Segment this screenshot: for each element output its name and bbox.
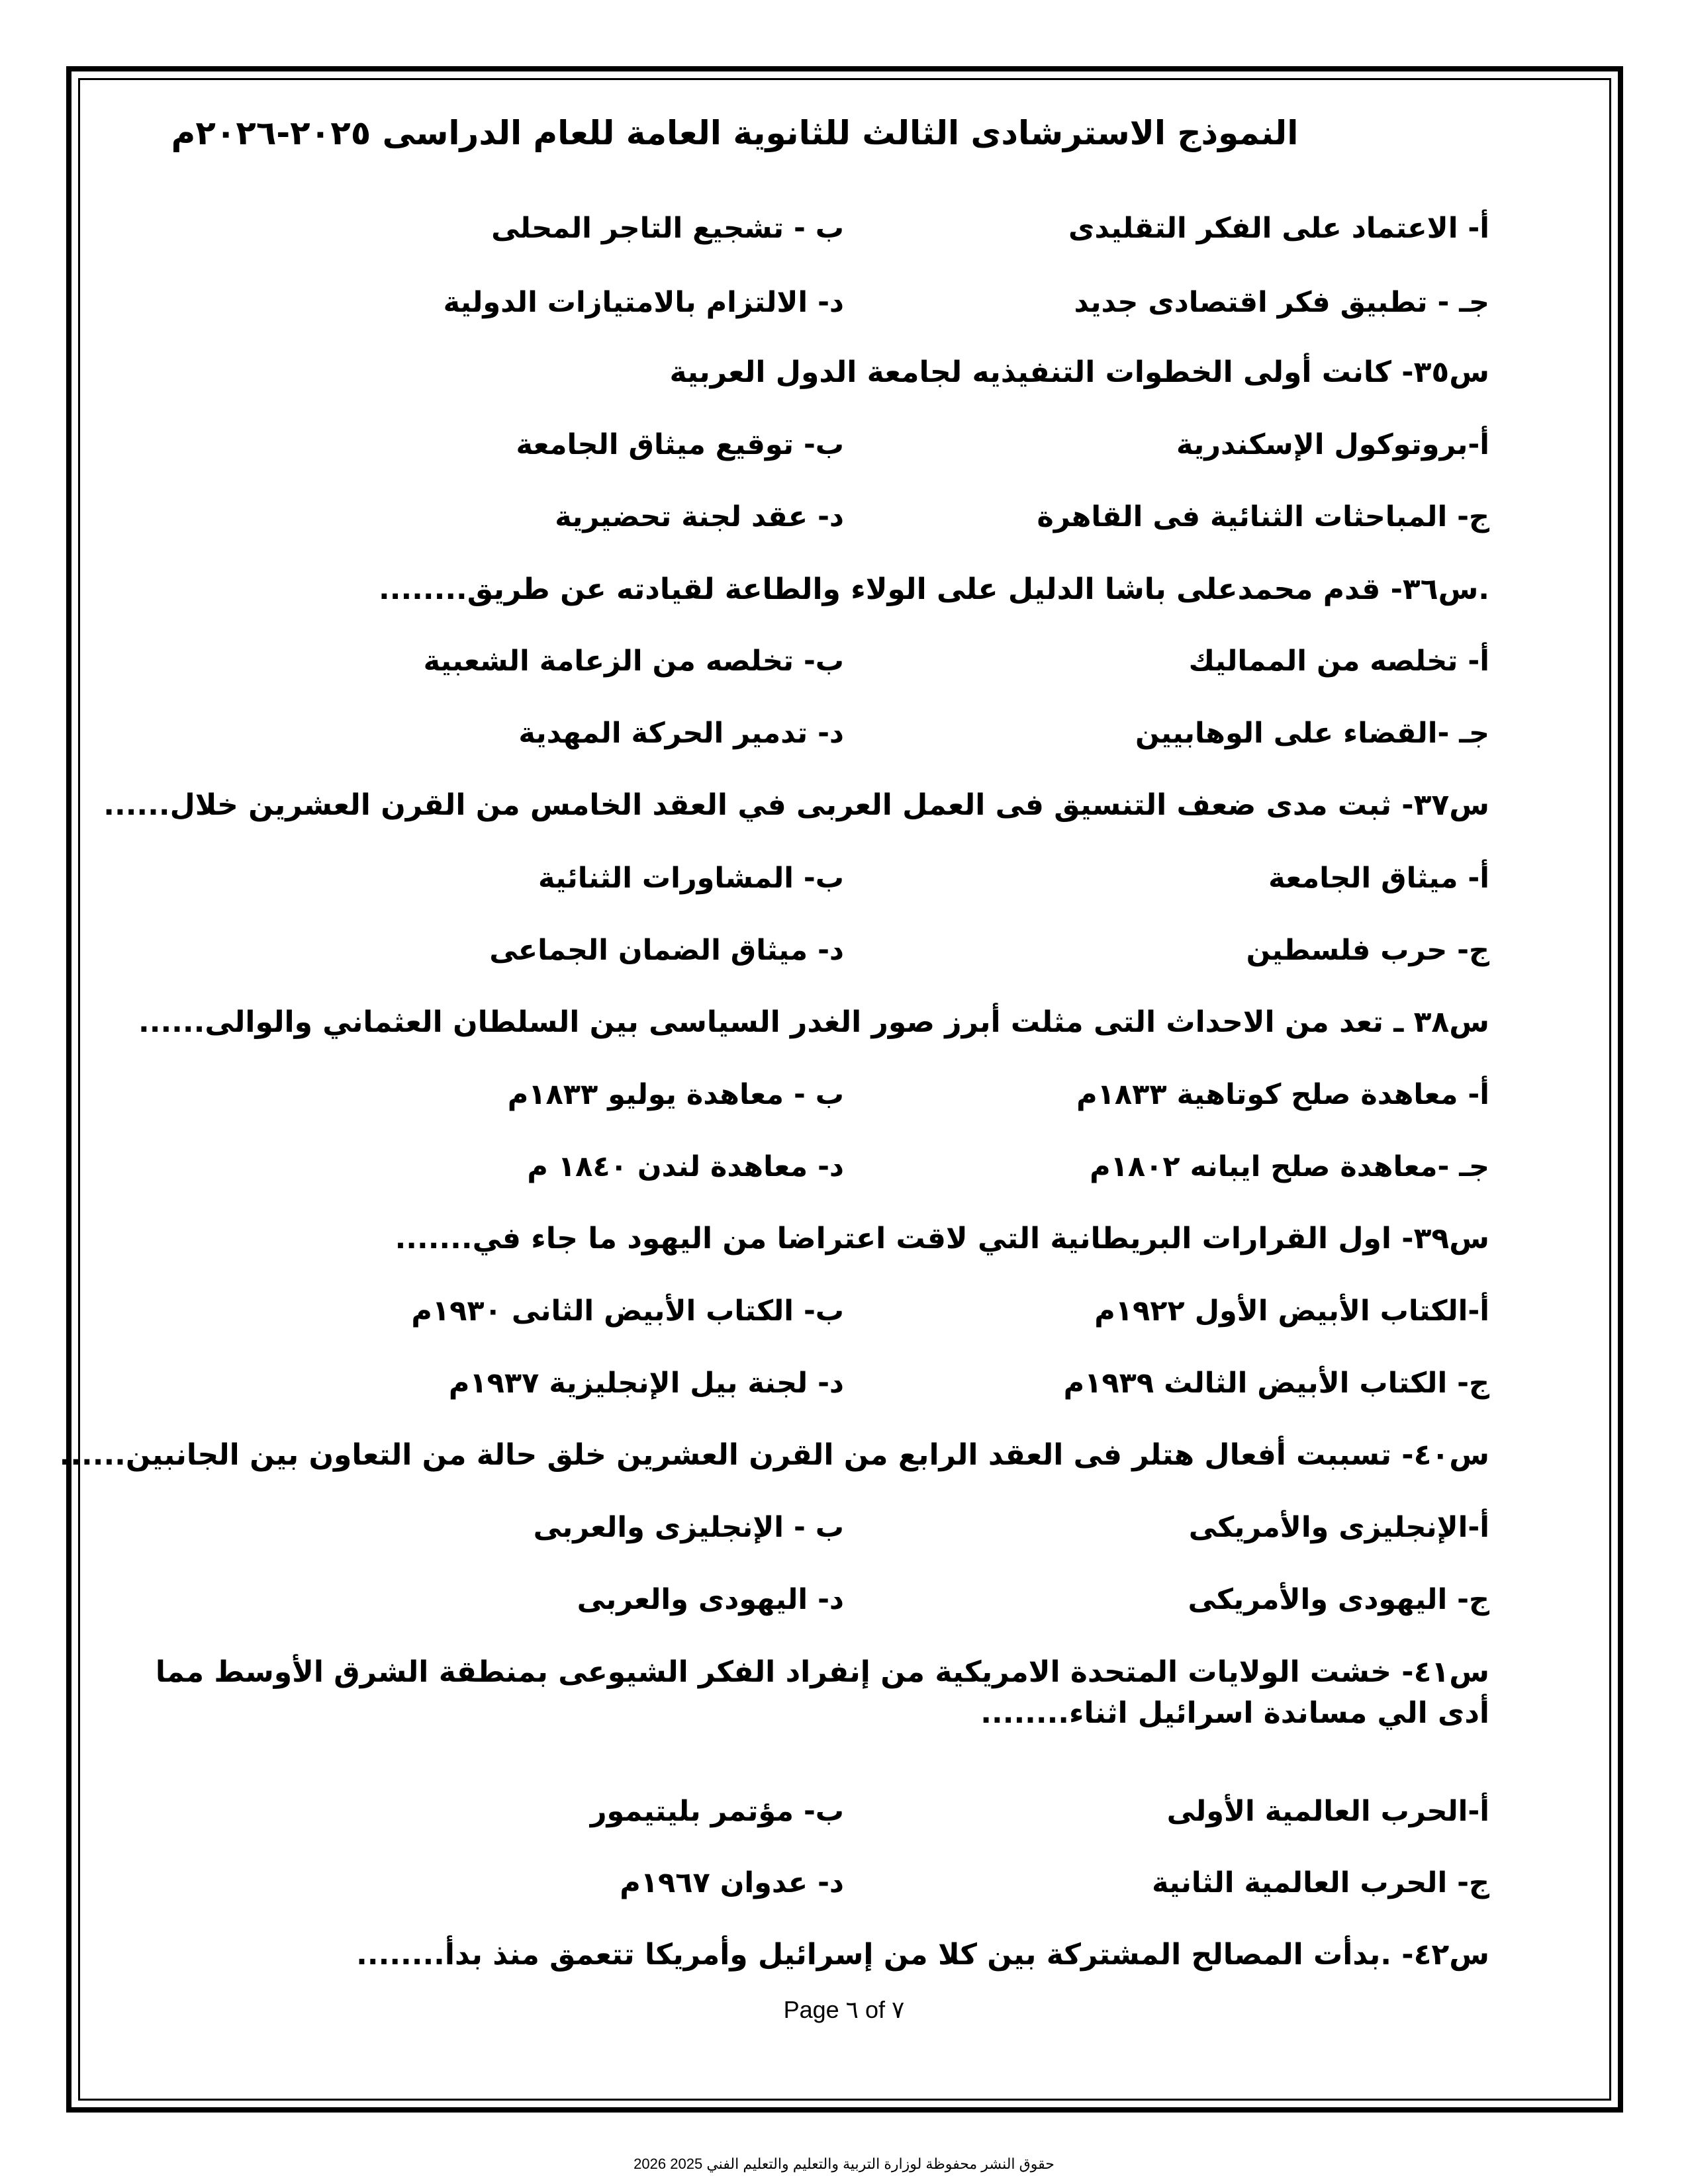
option-c: ج- اليهودى والأمريكى: [1188, 1583, 1489, 1616]
option-d: د- عقد لجنة تحضيرية: [555, 500, 844, 533]
question-36: .س٣٦- قدم محمدعلى باشا الدليل على الولاء والطاعة لقيادته عن طريق........: [379, 572, 1489, 606]
option-d: د- معاهدة لندن ١٨٤٠ م: [527, 1150, 844, 1183]
option-a: أ-بروتوكول الإسكندرية: [1176, 428, 1489, 461]
option-c: ج- الكتاب الأبيض الثالث ١٩٣٩م: [1063, 1367, 1489, 1400]
option-c: ج- الحرب العالمية الثانية: [1152, 1866, 1489, 1899]
option-b: ب- توقيع ميثاق الجامعة: [516, 428, 844, 461]
question-41: س٤١- خشت الولايات المتحدة الامريكية من إنفراد الفكر الشيوعى بمنطقة الشرق الأوسط مما أدى الي مساندة اسرائيل اثناء........: [155, 1655, 1489, 1730]
question-42: س٤٢- .بدأت المصالح المشتركة بين كلا من إسرائيل وأمريكا تتعمق منذ بدأ........: [356, 1938, 1489, 1972]
option-b: ب- المشاورات الثنائية: [538, 862, 844, 895]
option-d: د- لجنة بيل الإنجليزية ١٩٣٧م: [448, 1367, 844, 1400]
option-c: جـ -القضاء على الوهابيين: [1135, 717, 1489, 750]
page-number: Page ٦ of ٧: [783, 1996, 905, 2023]
option-d: د- تدمير الحركة المهدية: [518, 717, 844, 750]
question-38: س٣٨ ـ تعد من الاحداث التى مثلت أبرز صور الغدر السياسى بين السلطان العثماني والوالى......: [138, 1005, 1489, 1039]
option-c: جـ - تطبيق فكر اقتصادى جديد: [1074, 286, 1489, 319]
copyright-footer: حقوق النشر محفوظة لوزارة التربية والتعليم والتعليم الفني 2025 2026: [633, 2156, 1055, 2172]
option-a: أ- الاعتماد على الفكر التقليدى: [1068, 212, 1489, 245]
option-a: أ-الكتاب الأبيض الأول ١٩٢٢م: [1094, 1295, 1489, 1328]
option-a: أ-الحرب العالمية الأولى: [1166, 1795, 1489, 1828]
question-40: س٤٠- تسببت أفعال هتلر فى العقد الرابع من القرن العشرين خلق حالة من التعاون بين الجانبين......: [59, 1438, 1489, 1472]
option-b: ب - الإنجليزى والعربى: [533, 1511, 844, 1544]
question-37: س٣٧- ثبت مدى ضعف التنسيق فى العمل العربى في العقد الخامس من القرن العشرين خلال......: [103, 788, 1489, 822]
option-a: أ- معاهدة صلح كوتاهية ١٨٣٣م: [1076, 1078, 1489, 1111]
exam-content: [59, 78, 1489, 1972]
option-a: أ- ميثاق الجامعة: [1268, 862, 1489, 895]
option-d: د- ميثاق الضمان الجماعى: [489, 934, 844, 967]
option-c: ج- المباحثات الثنائية فى القاهرة: [1037, 500, 1489, 533]
option-b: ب - تشجيع التاجر المحلى: [491, 212, 844, 245]
question-39: س٣٩- اول القرارات البريطانية التي لاقت اعتراضا من اليهود ما جاء في.......: [395, 1222, 1489, 1255]
option-c: ج- حرب فلسطين: [1246, 934, 1489, 967]
option-b: ب - معاهدة يوليو ١٨٣٣م: [507, 1078, 844, 1111]
option-d: د- عدوان ١٩٦٧م: [620, 1866, 844, 1899]
exam-title: النموذج الاسترشادى الثالث للثانوية العامة للعام الدراسى ٢٠٢٥-٢٠٢٦م: [171, 114, 1299, 152]
option-c: جـ -معاهدة صلح ايبانه ١٨٠٢م: [1090, 1150, 1489, 1183]
option-d: د- الالتزام بالامتيازات الدولية: [443, 286, 844, 319]
question-35: س٣٥- كانت أولى الخطوات التنفيذيه لجامعة الدول العربية: [669, 355, 1489, 389]
option-b: ب- تخلصه من الزعامة الشعبية: [423, 645, 844, 678]
option-a: أ- تخلصه من المماليك: [1188, 645, 1489, 678]
option-d: د- اليهودى والعربى: [577, 1583, 844, 1616]
option-b: ب- مؤتمر بليتيمور: [590, 1795, 844, 1828]
option-a: أ-الإنجليزى والأمريكى: [1188, 1511, 1489, 1544]
option-b: ب- الكتاب الأبيض الثانى ١٩٣٠م: [411, 1295, 844, 1328]
